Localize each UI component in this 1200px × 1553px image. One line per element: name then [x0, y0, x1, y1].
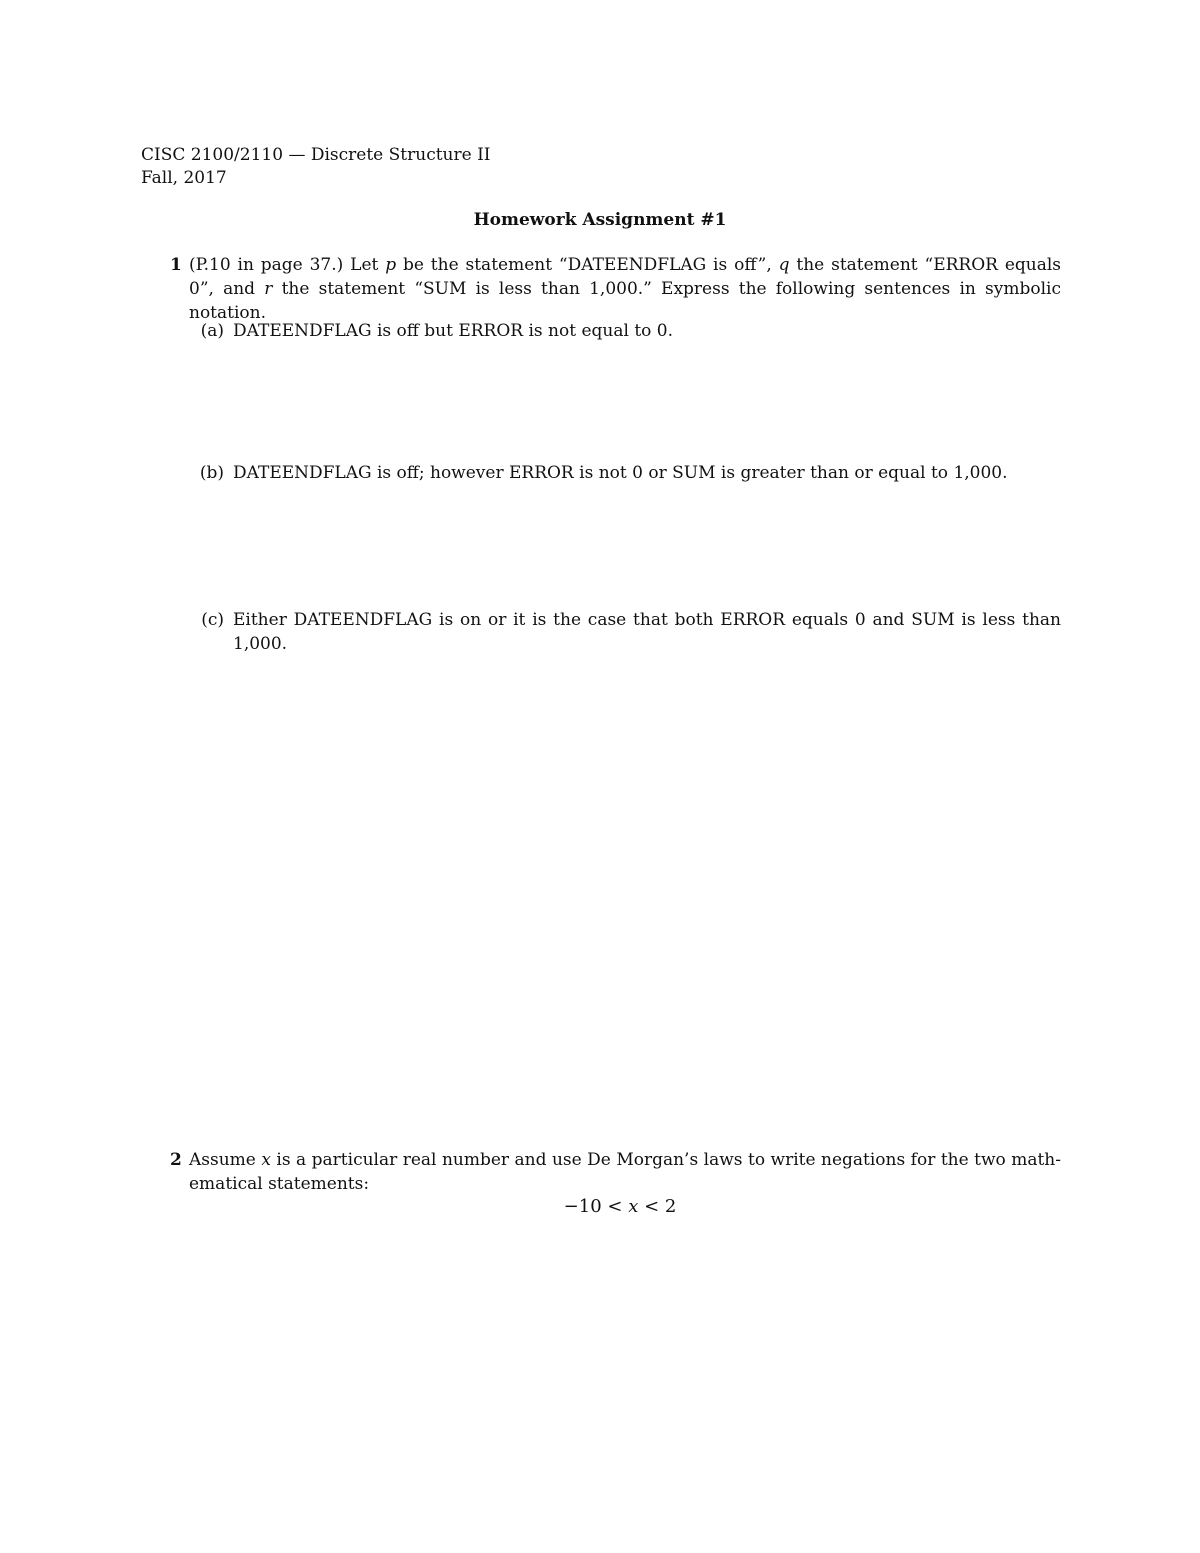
question-1-item-b	[188, 461, 1061, 485]
question-1-item-c	[188, 608, 1061, 656]
item-text: DATEENDFLAG is off but ERROR is not equal to 0.	[233, 321, 674, 341]
item-label: (a)	[200, 321, 224, 341]
question-2-text	[189, 1148, 1061, 1196]
question-2-text-part: is a particular real number and use De Morgan’s laws to write negations for the two math-ematical statements:	[189, 1150, 1062, 1194]
variable-q: q	[778, 255, 790, 275]
item-text: DATEENDFLAG is off; however ERROR is not 0 or SUM is greater than or equal to 1,000.	[233, 463, 1008, 483]
question-1-text-part: the statement “ERROR equals 0”, and	[189, 255, 1062, 299]
question-1-text-part: the statement “SUM is less than 1,000.” Express the following sentences in symbolic notation.	[189, 279, 1061, 323]
variable-r: r	[264, 279, 273, 299]
assignment-title: Homework Assignment #1	[473, 210, 727, 230]
question-1-number: 1	[170, 255, 182, 275]
course-title: CISC 2100/2110 — Discrete Structure II	[141, 145, 491, 165]
math-variable-x: x	[628, 1196, 639, 1217]
variable-x: x	[261, 1150, 271, 1170]
variable-p: p	[385, 255, 397, 275]
question-1-text	[189, 253, 1061, 325]
math-part: −10 <	[563, 1196, 629, 1217]
math-part: < 2	[638, 1196, 677, 1217]
question-2-number: 2	[170, 1150, 182, 1170]
question-1-text-part: (P.10 in page 37.) Let	[189, 255, 386, 275]
question-1-item-a	[188, 319, 1061, 343]
item-label: (b)	[199, 463, 224, 483]
question-2-text-part: Assume	[189, 1150, 262, 1170]
item-text: Either DATEENDFLAG is on or it is the case that both ERROR equals 0 and SUM is less than 1,000.	[233, 610, 1061, 654]
question-1-text-part: be the statement “DATEENDFLAG is off”,	[396, 255, 779, 275]
term-label: Fall, 2017	[141, 168, 227, 188]
item-label: (c)	[201, 610, 224, 630]
math-statement	[0, 1195, 1200, 1219]
